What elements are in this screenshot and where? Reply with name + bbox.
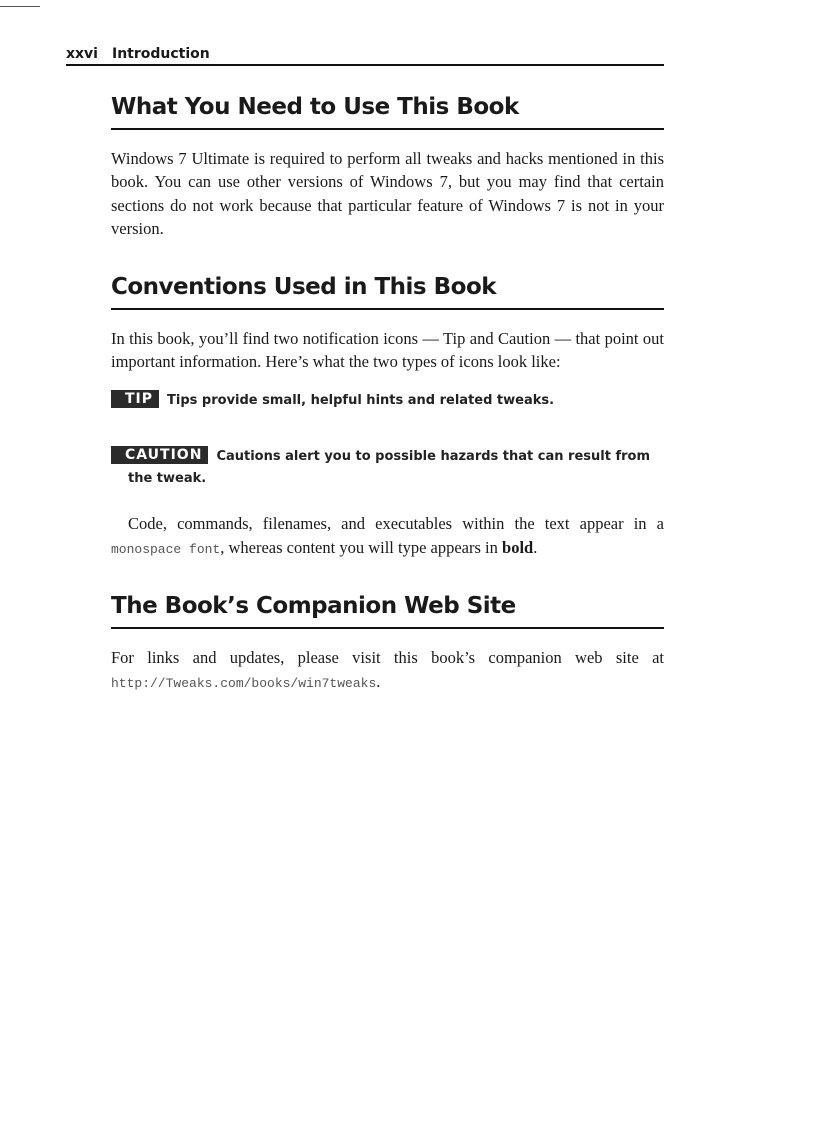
companion-site-end: .	[376, 671, 381, 691]
conventions-intro-paragraph: In this book, you’ll find two notification icons — Tip and Caution — that point out important information. Here’s what the two types of icons look like:	[111, 328, 664, 372]
companion-site-text: For links and updates, please visit this book’s companion web site at	[111, 648, 664, 668]
tip-badge: TIP	[111, 390, 159, 408]
section-heading-companion-site: The Book’s Companion Web Site	[111, 589, 664, 629]
companion-site-paragraph	[111, 646, 664, 695]
companion-site-url[interactable]: http://Tweaks.com/books/win7tweaks	[111, 675, 377, 691]
caution-badge: CAUTION	[111, 446, 208, 464]
requirements-paragraph: Windows 7 Ultimate is required to perform all tweaks and hacks mentioned in this book. You can use other versions of Windows 7, but you may find that certain sections do not work because that particular feature of Windows 7 is not in your version.	[111, 149, 664, 239]
crop-mark	[0, 0, 40, 7]
formatting-conventions-paragraph	[111, 512, 664, 561]
caution-text-line1: Cautions alert you to possible hazards that can result from	[216, 449, 651, 465]
section-heading-conventions: Conventions Used in This Book	[111, 270, 664, 310]
caution-text-line2: the tweak.	[128, 471, 207, 487]
tip-text: Tips provide small, helpful hints and related tweaks.	[167, 393, 555, 409]
caution-note	[111, 446, 664, 490]
formatting-text-a: Code, commands, filenames, and executables within the text appear in a	[128, 514, 664, 534]
bold-example: bold	[502, 537, 534, 557]
monospace-example: monospace font	[111, 541, 221, 557]
section-heading-requirements: What You Need to Use This Book	[111, 90, 664, 130]
page-number: xxvi	[66, 46, 98, 62]
tip-note	[111, 390, 664, 412]
formatting-text-c: .	[533, 537, 538, 557]
running-head	[66, 44, 664, 66]
chapter-title: Introduction	[112, 46, 210, 62]
formatting-text-b: , whereas content you will type appears in	[220, 537, 503, 557]
page-content	[111, 90, 664, 695]
